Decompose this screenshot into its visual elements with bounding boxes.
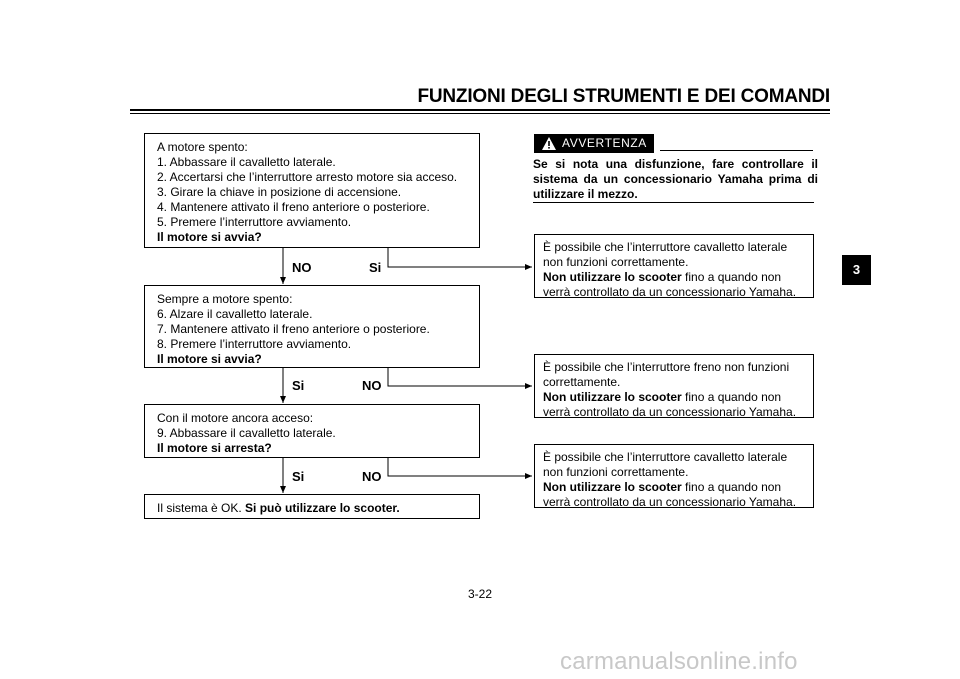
result-warning-bold: Non utilizzare lo scooter (543, 390, 682, 404)
step-box-1 (144, 133, 480, 248)
step-line: 1. Abbassare il cavalletto laterale. (157, 155, 336, 169)
step-line: 3. Girare la chiave in posizione di accensione. (157, 185, 402, 199)
result-line: verrà controllato da un concessionario Yamaha. (543, 405, 797, 419)
step-line: Con il motore ancora acceso: (157, 411, 314, 425)
branch-label-right-2: NO (362, 378, 382, 393)
page-title: FUNZIONI DEGLI STRUMENTI E DEI COMANDI (417, 86, 830, 107)
chapter-tab: 3 (842, 255, 871, 285)
result-line: non funzioni correttamente. (543, 465, 689, 479)
result-box-3 (534, 444, 814, 508)
step-question: Il motore si avvia? (157, 230, 262, 244)
result-line: fino a quando non (681, 480, 782, 494)
warning-header-rule (660, 150, 813, 151)
branch-label-right-1: Si (369, 260, 382, 275)
step-line: A motore spento: (157, 140, 248, 154)
step-line: 6. Alzare il cavalletto laterale. (157, 307, 313, 321)
result-warning-bold: Non utilizzare lo scooter (543, 270, 682, 284)
arrow-right-1 (388, 248, 532, 267)
result-line: verrà controllato da un concessionario Yamaha. (543, 495, 797, 509)
result-line: È possibile che l’interruttore cavalletto laterale (543, 450, 788, 464)
page-number: 3-22 (467, 587, 493, 601)
step-line: 8. Premere l’interruttore avviamento. (157, 337, 352, 351)
warning-bottom-rule (533, 202, 814, 203)
warning-text: Se si nota una disfunzione, fare controllare il sistema da un concessionario Yamaha prima di utilizzare il mezzo. (533, 157, 818, 201)
step-line: 5. Premere l’interruttore avviamento. (157, 215, 352, 229)
branch-label-down-2: Si (292, 378, 305, 393)
result-line: È possibile che l’interruttore cavalletto laterale (543, 240, 788, 254)
step-box-4 (144, 494, 480, 519)
step-box-3 (144, 404, 480, 458)
result-line: non funzioni correttamente. (543, 255, 689, 269)
warning-triangle-icon (541, 136, 557, 151)
result-line: fino a quando non (681, 390, 782, 404)
arrow-right-2 (388, 368, 532, 386)
result-ok-text: Il sistema è OK. (157, 501, 242, 515)
result-line: verrà controllato da un concessionario Yamaha. (543, 285, 797, 299)
branch-label-right-3: NO (362, 469, 382, 484)
branch-label-down-1: NO (292, 260, 312, 275)
result-line: correttamente. (543, 375, 621, 389)
result-box-2 (534, 354, 814, 418)
step-question: Il motore si arresta? (157, 441, 272, 455)
warning-badge (534, 134, 654, 153)
result-line: È possibile che l’interruttore freno non funzioni (543, 360, 790, 374)
result-line: fino a quando non (681, 270, 782, 284)
step-box-2 (144, 285, 480, 368)
step-line: 9. Abbassare il cavalletto laterale. (157, 426, 336, 440)
result-ok-bold: Si può utilizzare lo scooter. (245, 501, 400, 515)
warning-badge-label: AVVERTENZA (562, 136, 647, 150)
arrow-right-3 (388, 458, 532, 476)
step-line: 2. Accertarsi che l’interruttore arresto motore sia acceso. (157, 170, 458, 184)
step-question: Il motore si avvia? (157, 352, 262, 366)
step-line: 4. Mantenere attivato il freno anteriore o posteriore. (157, 200, 430, 214)
watermark: carmanualsonline.info (560, 648, 798, 675)
result-warning-bold: Non utilizzare lo scooter (543, 480, 682, 494)
step-line: 7. Mantenere attivato il freno anteriore o posteriore. (157, 322, 430, 336)
branch-label-down-3: Si (292, 469, 305, 484)
result-box-1 (534, 234, 814, 298)
step-line: Sempre a motore spento: (157, 292, 293, 306)
